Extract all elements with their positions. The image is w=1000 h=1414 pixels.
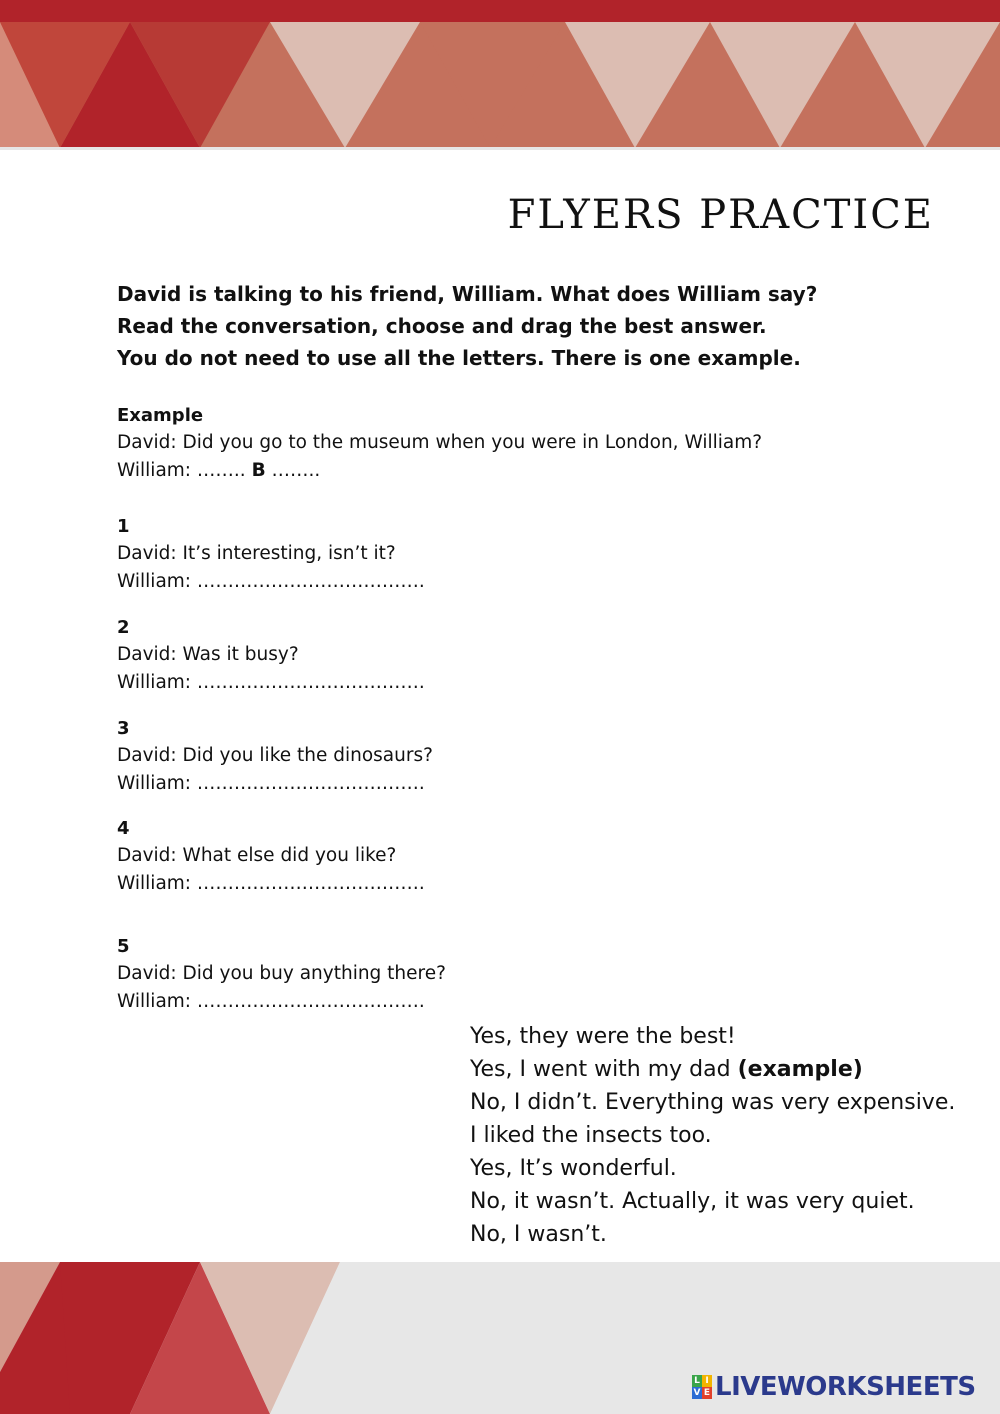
top-banner	[0, 0, 1000, 150]
liveworksheets-logo-icon: L I V E	[693, 1376, 711, 1398]
example-david-line: David: Did you go to the museum when you were in London, William?	[117, 432, 763, 453]
instruction-line: You do not need to use all the letters. There is one example.	[117, 346, 801, 370]
answer-drop-target[interactable]: William: ……………………………….	[117, 672, 425, 693]
answer-drop-target[interactable]: William: ……………………………….	[117, 991, 425, 1012]
answer-drop-target[interactable]: William: ……………………………….	[117, 571, 425, 592]
question-david-line: David: Was it busy?	[117, 644, 299, 665]
liveworksheets-logo	[692, 1372, 976, 1402]
example-william-suffix: ……..	[265, 460, 321, 481]
example-william-prefix: William: ……..	[117, 460, 252, 481]
answer-drop-target[interactable]: William: ……………………………….	[117, 873, 425, 894]
answer-option[interactable]: Yes, they were the best!	[470, 1024, 736, 1049]
logo-text: LIVEWORKSHEETS	[715, 1372, 976, 1402]
question-david-line: David: What else did you like?	[117, 845, 397, 866]
question-4	[117, 816, 425, 898]
answer-drop-target[interactable]: William: ……………………………….	[117, 773, 425, 794]
question-number: 2	[117, 617, 130, 638]
instructions	[117, 278, 917, 374]
question-number: 1	[117, 516, 130, 537]
example-block	[117, 403, 762, 485]
answer-option[interactable]: Yes, It’s wonderful.	[470, 1156, 677, 1181]
example-william-line	[117, 457, 762, 485]
answer-option[interactable]: No, it wasn’t. Actually, it was very quiet.	[470, 1189, 915, 1214]
question-number: 4	[117, 818, 130, 839]
question-5	[117, 934, 446, 1016]
question-1	[117, 514, 425, 596]
answer-option[interactable]: No, I wasn’t.	[470, 1222, 607, 1247]
question-david-line: David: It’s interesting, isn’t it?	[117, 543, 396, 564]
question-number: 3	[117, 718, 130, 739]
question-3	[117, 716, 433, 798]
page-title: FLYERS PRACTICE	[507, 192, 934, 238]
question-number: 5	[117, 936, 130, 957]
example-label: Example	[117, 405, 204, 426]
answer-option[interactable]: No, I didn’t. Everything was very expensive.	[470, 1090, 956, 1115]
instruction-line: David is talking to his friend, William. What does William say?	[117, 282, 818, 306]
answer-options	[470, 1020, 955, 1251]
example-answer: B	[251, 460, 266, 481]
answer-option[interactable]: Yes, I went with my dad (example)	[470, 1057, 863, 1082]
question-david-line: David: Did you buy anything there?	[117, 963, 446, 984]
question-2	[117, 615, 425, 697]
question-david-line: David: Did you like the dinosaurs?	[117, 745, 433, 766]
instruction-line: Read the conversation, choose and drag the best answer.	[117, 314, 767, 338]
answer-option[interactable]: I liked the insects too.	[470, 1123, 712, 1148]
